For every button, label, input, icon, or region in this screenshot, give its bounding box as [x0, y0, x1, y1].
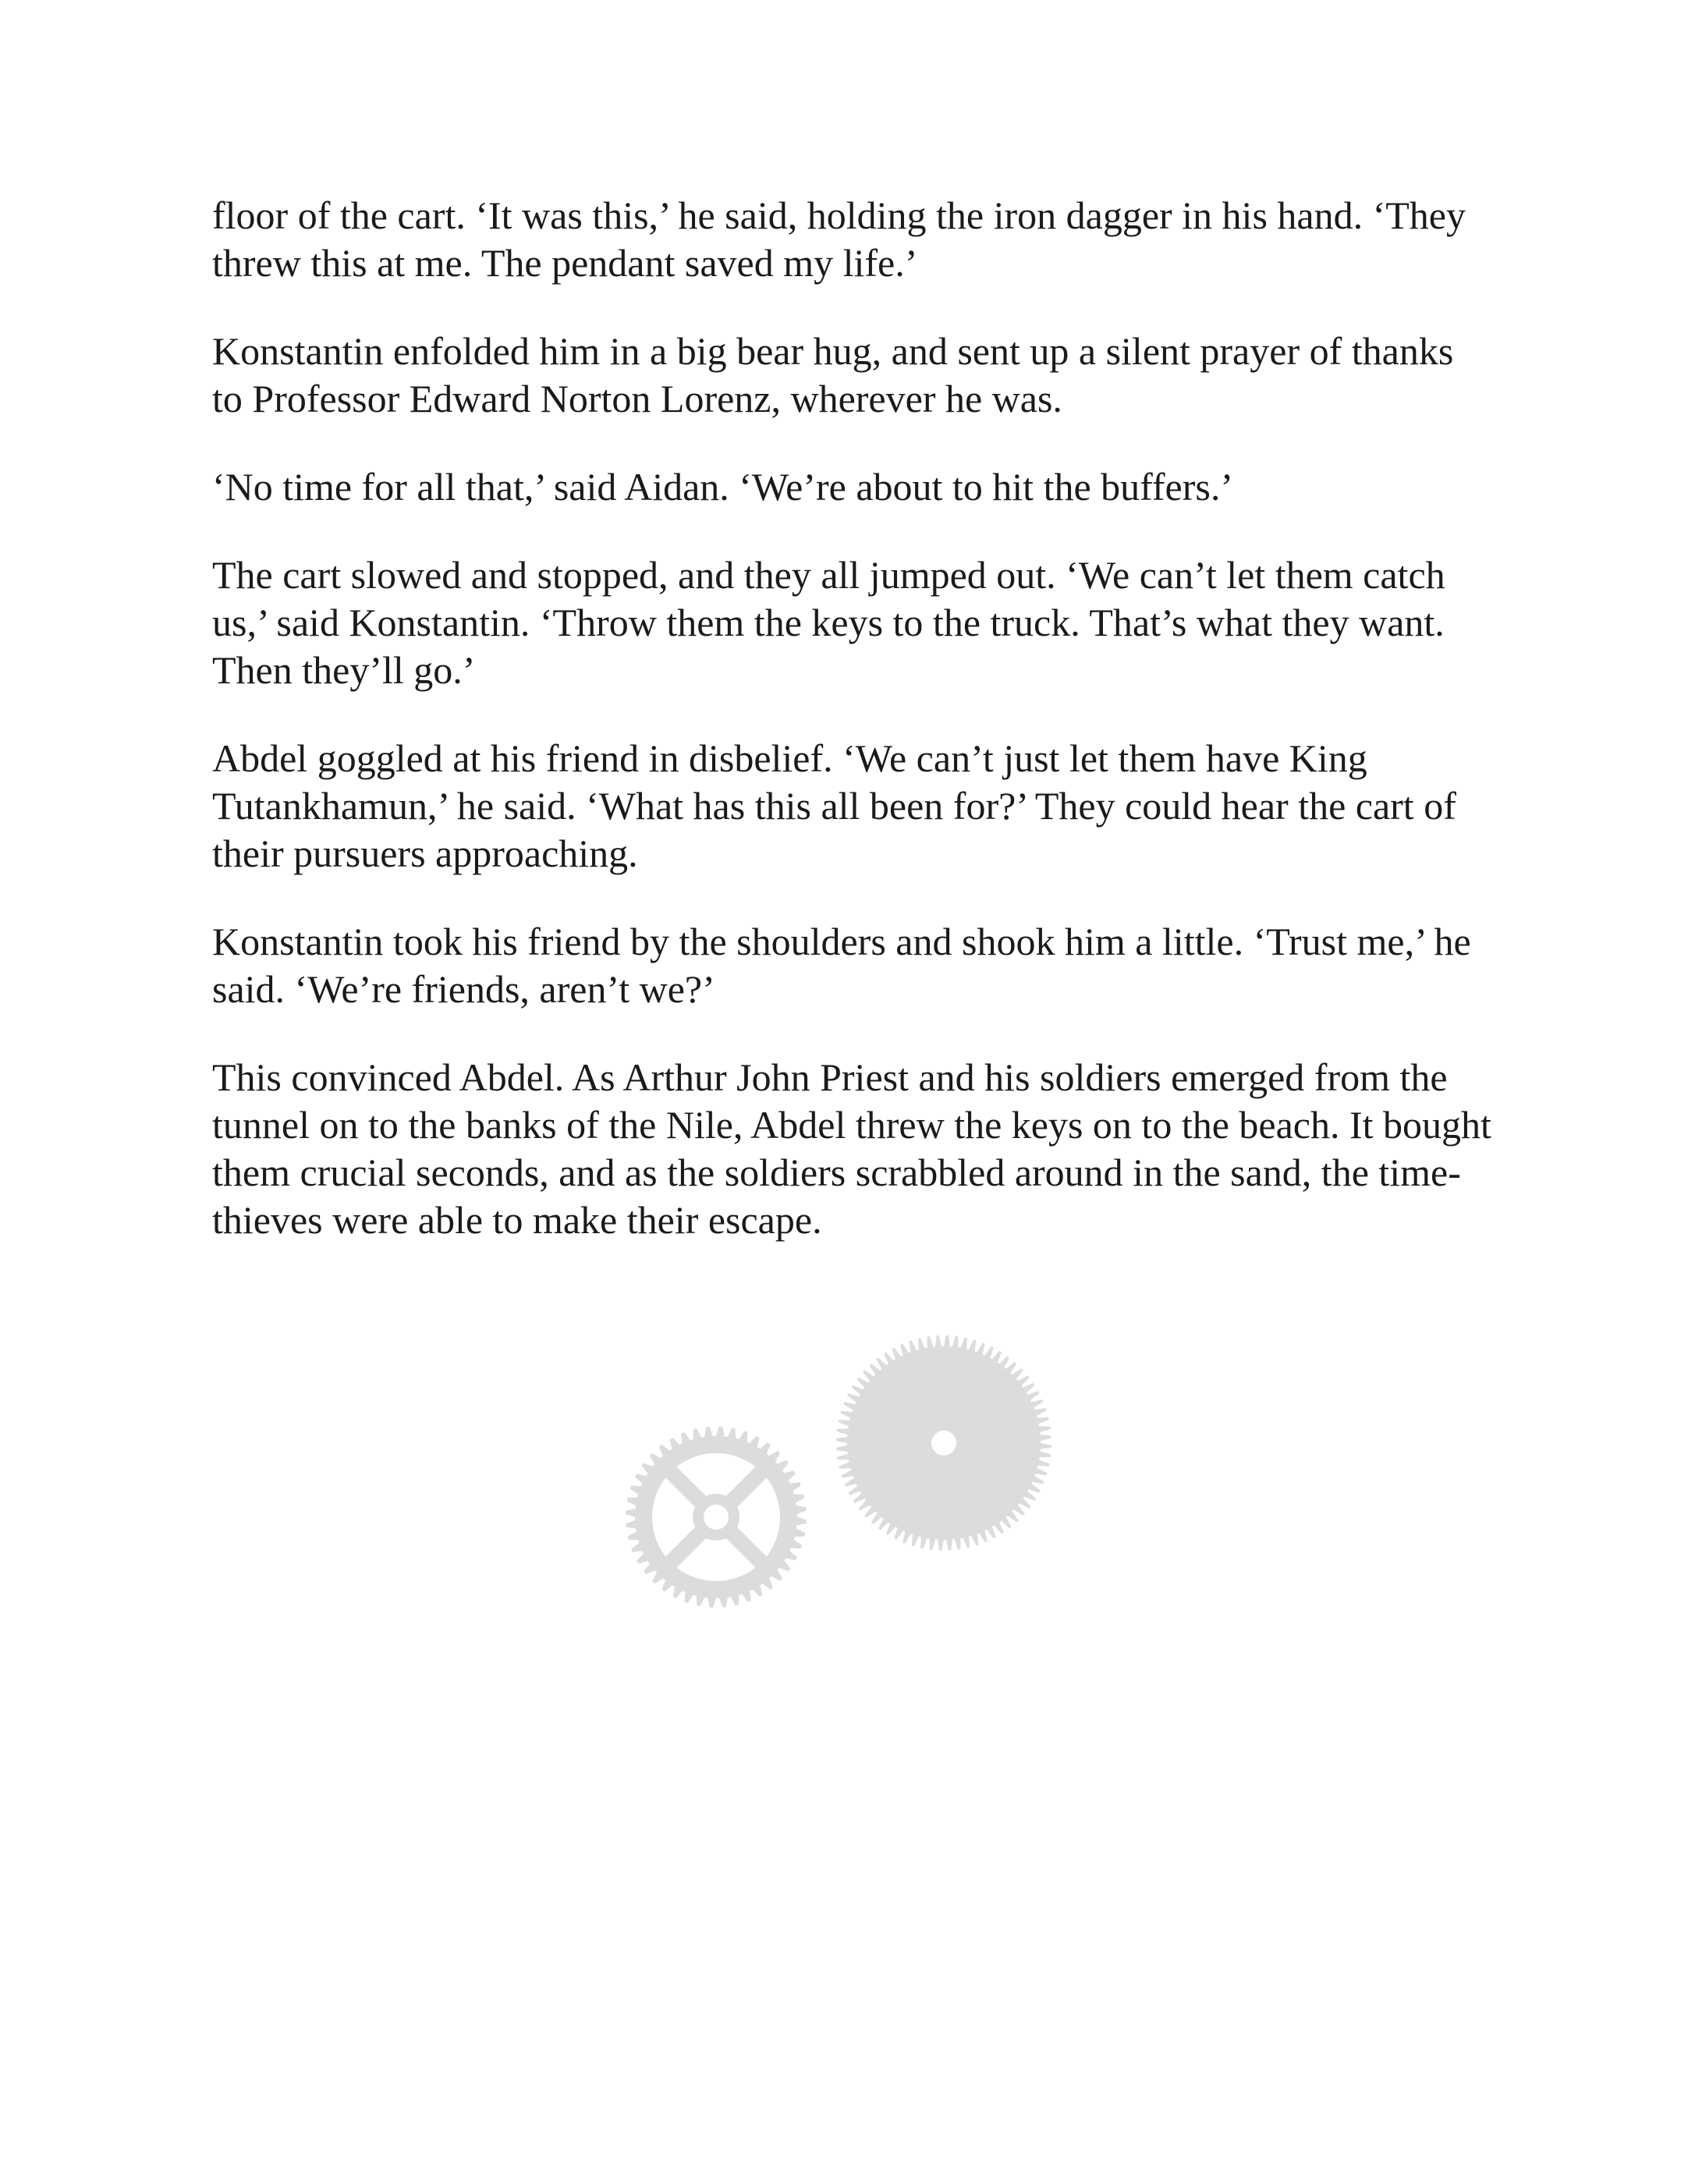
- paragraph-4: The cart slowed and stopped, and they all jumped out. ‘We can’t let them catch us,’ said Konstantin. ‘Throw them the keys to the truck. That’s what they want. Then they’ll go.’: [212, 553, 1445, 692]
- paragraph-6: Konstantin took his friend by the shoulders and shook him a little. ‘Trust me,’ he said. ‘We’re friends, aren’t we?’: [212, 920, 1471, 1011]
- spoked-gear-spoke: [668, 1531, 701, 1564]
- solid-gear-icon: [836, 1335, 1051, 1551]
- paragraph-7: This convinced Abdel. As Arthur John Priest and his soldiers emerged from the tunnel on to the banks of the Nile, Abdel threw the keys on to the beach. It bought them crucial seconds, and as the soldiers scrabbled around in the sand, the time-thieves were able to make their escape.: [212, 1055, 1491, 1242]
- spoked-gear-rim: [626, 1427, 807, 1608]
- solid-gear-disk: [836, 1335, 1051, 1551]
- gears-ornament: [624, 1326, 1061, 1622]
- body-text: [212, 192, 1491, 1285]
- paragraph-1: floor of the cart. ‘It was this,’ he said, holding the iron dagger in his hand. ‘They threw this at me. The pendant saved my life.’: [212, 193, 1466, 285]
- spoked-gear-spoke: [668, 1470, 701, 1502]
- spoked-gear-spoke: [730, 1531, 763, 1564]
- paragraph-5: Abdel goggled at his friend in disbelief. ‘We can’t just let them have King Tutankhamun,’ he said. ‘What has this all been for?’ They could hear the cart of their pursuers approaching.: [212, 736, 1456, 875]
- spoked-gear-spoke: [730, 1470, 763, 1502]
- paragraph-2: Konstantin enfolded him in a big bear hug, and sent up a silent prayer of thanks to Professor Edward Norton Lorenz, wherever he was.: [212, 329, 1454, 420]
- spoked-gear-icon: [626, 1427, 807, 1608]
- paragraph-3: ‘No time for all that,’ said Aidan. ‘We’re about to hit the buffers.’: [212, 465, 1234, 509]
